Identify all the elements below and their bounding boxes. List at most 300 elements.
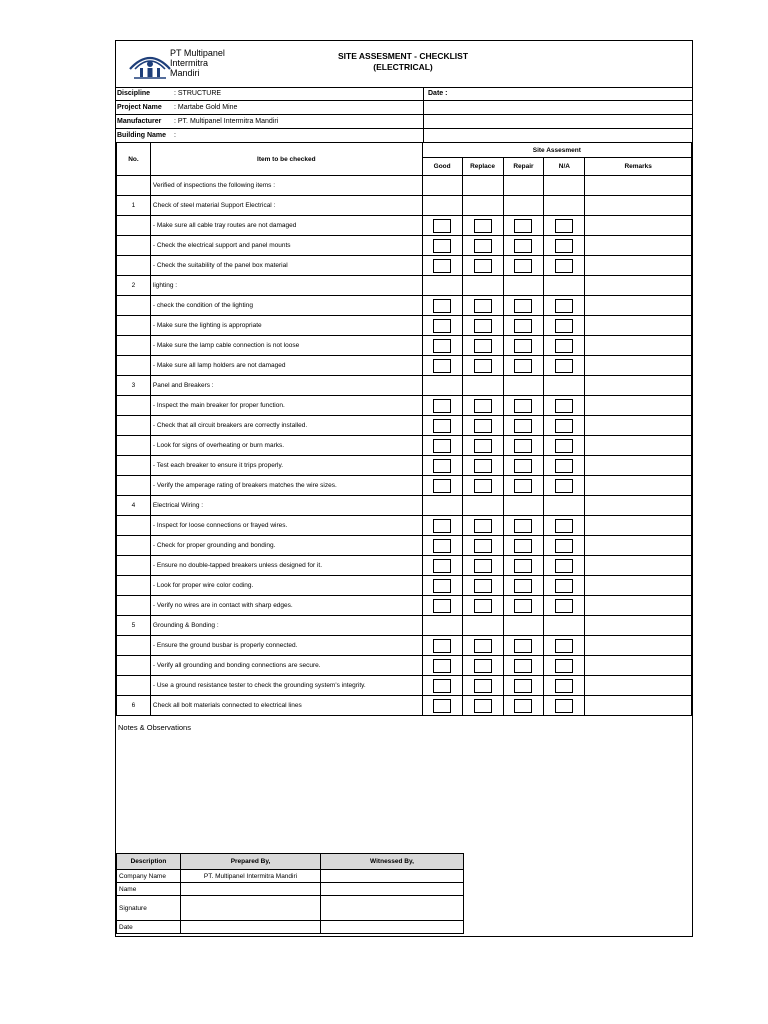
na-checkbox[interactable] (555, 339, 573, 353)
row-number (117, 476, 151, 496)
remarks-cell[interactable] (585, 636, 692, 656)
cell-good (422, 596, 462, 616)
cell-repair (503, 416, 544, 436)
good-checkbox[interactable] (433, 239, 451, 253)
repair-checkbox[interactable] (514, 419, 532, 433)
row-number: 5 (117, 616, 151, 636)
prepared-by-cell[interactable] (181, 883, 321, 896)
cell-good (422, 556, 462, 576)
repair-checkbox[interactable] (514, 399, 532, 413)
row-item-text: - Verify the amperage rating of breakers matches the wire sizes. (150, 476, 422, 496)
cell-na (544, 476, 585, 496)
row-item-text: Electrical Wiring : (150, 496, 422, 516)
good-checkbox[interactable] (433, 419, 451, 433)
table-row (117, 556, 692, 576)
cell-na (544, 556, 585, 576)
row-item-text: - Ensure the ground busbar is properly connected. (150, 636, 422, 656)
row-item-text: Panel and Breakers : (150, 376, 422, 396)
signoff-row (117, 870, 464, 883)
repair-checkbox[interactable] (514, 299, 532, 313)
repair-checkbox[interactable] (514, 579, 532, 593)
replace-checkbox[interactable] (474, 559, 492, 573)
replace-checkbox[interactable] (474, 659, 492, 673)
replace-checkbox[interactable] (474, 219, 492, 233)
good-checkbox[interactable] (433, 679, 451, 693)
table-row (117, 416, 692, 436)
table-row (117, 656, 692, 676)
cell-replace (462, 476, 503, 496)
table-row (117, 536, 692, 556)
remarks-cell[interactable] (585, 376, 692, 396)
date-field[interactable]: Date : (423, 87, 447, 100)
na-checkbox[interactable] (555, 239, 573, 253)
cell-good (422, 276, 462, 296)
row-number: 6 (117, 696, 151, 716)
na-checkbox[interactable] (555, 359, 573, 373)
good-checkbox[interactable] (433, 539, 451, 553)
replace-checkbox[interactable] (474, 699, 492, 713)
cell-good (422, 376, 462, 396)
remarks-cell[interactable] (585, 416, 692, 436)
cell-good (422, 656, 462, 676)
good-checkbox[interactable] (433, 699, 451, 713)
cell-repair (503, 376, 544, 396)
table-header-row (117, 143, 692, 158)
repair-checkbox[interactable] (514, 559, 532, 573)
row-item-text: - Inspect the main breaker for proper function. (150, 396, 422, 416)
table-row (117, 616, 692, 636)
row-item-text: - Check the suitability of the panel box material (150, 256, 422, 276)
cell-repair (503, 456, 544, 476)
cell-repair (503, 276, 544, 296)
row-number (117, 236, 151, 256)
row-number: 4 (117, 496, 151, 516)
repair-checkbox[interactable] (514, 459, 532, 473)
cell-replace (462, 316, 503, 336)
table-row (117, 376, 692, 396)
table-row (117, 596, 692, 616)
col-item-header: Item to be checked (150, 143, 422, 176)
remarks-cell[interactable] (585, 576, 692, 596)
table-row (117, 676, 692, 696)
row-item-text: - Verify no wires are in contact with sharp edges. (150, 596, 422, 616)
cell-replace (462, 236, 503, 256)
na-checkbox[interactable] (555, 459, 573, 473)
cell-na (544, 396, 585, 416)
table-row (117, 496, 692, 516)
cell-repair (503, 176, 544, 196)
repair-checkbox[interactable] (514, 439, 532, 453)
document-header (116, 41, 692, 88)
cell-repair (503, 616, 544, 636)
cell-good (422, 636, 462, 656)
remarks-cell[interactable] (585, 616, 692, 636)
row-number: 2 (117, 276, 151, 296)
replace-checkbox[interactable] (474, 519, 492, 533)
repair-checkbox[interactable] (514, 679, 532, 693)
row-item-text: - check the condition of the lighting (150, 296, 422, 316)
row-item-text: - Make sure all lamp holders are not damaged (150, 356, 422, 376)
remarks-cell[interactable] (585, 236, 692, 256)
row-item-text: - Ensure no double-tapped breakers unless designed for it. (150, 556, 422, 576)
good-checkbox[interactable] (433, 599, 451, 613)
company-name: PT Multipanel Intermitra Mandiri (170, 48, 225, 78)
cell-repair (503, 536, 544, 556)
signoff-row-label: Company Name (117, 870, 181, 883)
cell-repair (503, 696, 544, 716)
repair-checkbox[interactable] (514, 339, 532, 353)
row-number (117, 536, 151, 556)
remarks-cell[interactable] (585, 216, 692, 236)
repair-checkbox[interactable] (514, 219, 532, 233)
remarks-cell[interactable] (585, 496, 692, 516)
col-description-header: Description (117, 854, 181, 870)
col-prepared-header: Prepared By, (181, 854, 321, 870)
cell-na (544, 636, 585, 656)
remarks-cell[interactable] (585, 676, 692, 696)
cell-good (422, 576, 462, 596)
row-number (117, 576, 151, 596)
cell-na (544, 456, 585, 476)
cell-na (544, 516, 585, 536)
na-checkbox[interactable] (555, 639, 573, 653)
table-row (117, 196, 692, 216)
signoff-table (116, 853, 464, 934)
remarks-cell[interactable] (585, 516, 692, 536)
witnessed-by-cell[interactable] (321, 870, 464, 883)
repair-checkbox[interactable] (514, 659, 532, 673)
table-row (117, 436, 692, 456)
row-item-text: - Look for signs of overheating or burn marks. (150, 436, 422, 456)
row-number (117, 256, 151, 276)
good-checkbox[interactable] (433, 479, 451, 493)
na-checkbox[interactable] (555, 299, 573, 313)
document-title: SITE ASSESMENT - CHECKLIST (ELECTRICAL) (337, 51, 469, 72)
cell-replace (462, 196, 503, 216)
repair-checkbox[interactable] (514, 239, 532, 253)
signoff-row-label: Signature (117, 896, 181, 921)
prepared-by-cell[interactable]: PT. Multipanel Intermitra Mandiri (181, 870, 321, 883)
table-row (117, 476, 692, 496)
prepared-by-cell[interactable] (181, 896, 321, 921)
na-checkbox[interactable] (555, 259, 573, 273)
project-row: Project Name : Martabe Gold Mine (116, 101, 692, 115)
remarks-cell[interactable] (585, 176, 692, 196)
na-checkbox[interactable] (555, 599, 573, 613)
cell-repair (503, 656, 544, 676)
cell-good (422, 236, 462, 256)
cell-replace (462, 616, 503, 636)
cell-repair (503, 216, 544, 236)
witnessed-by-cell[interactable] (321, 921, 464, 934)
cell-repair (503, 576, 544, 596)
row-number (117, 456, 151, 476)
row-item-text: - Test each breaker to ensure it trips properly. (150, 456, 422, 476)
cell-repair (503, 256, 544, 276)
prepared-by-cell[interactable] (181, 921, 321, 934)
replace-checkbox[interactable] (474, 299, 492, 313)
remarks-cell[interactable] (585, 596, 692, 616)
remarks-cell[interactable] (585, 316, 692, 336)
col-remarks-header: Remarks (585, 158, 692, 176)
replace-checkbox[interactable] (474, 359, 492, 373)
signoff-header-row (117, 854, 464, 870)
good-checkbox[interactable] (433, 359, 451, 373)
cell-good (422, 316, 462, 336)
cell-replace (462, 576, 503, 596)
row-item-text: lighting : (150, 276, 422, 296)
remarks-cell[interactable] (585, 196, 692, 216)
row-number (117, 336, 151, 356)
row-number: 1 (117, 196, 151, 216)
cell-na (544, 536, 585, 556)
discipline-row: Discipline : STRUCTURE Date : (116, 87, 692, 101)
replace-checkbox[interactable] (474, 239, 492, 253)
remarks-cell[interactable] (585, 456, 692, 476)
replace-checkbox[interactable] (474, 259, 492, 273)
witnessed-by-cell[interactable] (321, 896, 464, 921)
repair-checkbox[interactable] (514, 479, 532, 493)
cell-na (544, 656, 585, 676)
cell-repair (503, 636, 544, 656)
row-number (117, 636, 151, 656)
table-row (117, 236, 692, 256)
na-checkbox[interactable] (555, 319, 573, 333)
row-number: 3 (117, 376, 151, 396)
good-checkbox[interactable] (433, 439, 451, 453)
row-item-text: - Make sure the lighting is appropriate (150, 316, 422, 336)
na-checkbox[interactable] (555, 399, 573, 413)
repair-checkbox[interactable] (514, 639, 532, 653)
row-number (117, 396, 151, 416)
cell-repair (503, 396, 544, 416)
na-checkbox[interactable] (555, 559, 573, 573)
replace-checkbox[interactable] (474, 599, 492, 613)
replace-checkbox[interactable] (474, 639, 492, 653)
good-checkbox[interactable] (433, 219, 451, 233)
good-checkbox[interactable] (433, 579, 451, 593)
cell-replace (462, 556, 503, 576)
na-checkbox[interactable] (555, 699, 573, 713)
good-checkbox[interactable] (433, 259, 451, 273)
replace-checkbox[interactable] (474, 679, 492, 693)
good-checkbox[interactable] (433, 559, 451, 573)
remarks-cell[interactable] (585, 336, 692, 356)
cell-repair (503, 676, 544, 696)
cell-replace (462, 296, 503, 316)
replace-checkbox[interactable] (474, 399, 492, 413)
cell-replace (462, 356, 503, 376)
row-item-text: - Check the electrical support and panel mounts (150, 236, 422, 256)
cell-good (422, 696, 462, 716)
cell-good (422, 456, 462, 476)
row-number (117, 316, 151, 336)
cell-repair (503, 236, 544, 256)
na-checkbox[interactable] (555, 219, 573, 233)
cell-na (544, 496, 585, 516)
cell-na (544, 356, 585, 376)
table-row (117, 176, 692, 196)
signoff-row-label: Name (117, 883, 181, 896)
signoff-row (117, 883, 464, 896)
remarks-cell[interactable] (585, 256, 692, 276)
row-number (117, 516, 151, 536)
remarks-cell[interactable] (585, 536, 692, 556)
remarks-cell[interactable] (585, 396, 692, 416)
remarks-cell[interactable] (585, 476, 692, 496)
row-number (117, 556, 151, 576)
checklist-table (116, 142, 692, 716)
na-checkbox[interactable] (555, 519, 573, 533)
cell-good (422, 336, 462, 356)
good-checkbox[interactable] (433, 519, 451, 533)
row-item-text: - Verify all grounding and bonding connections are secure. (150, 656, 422, 676)
table-row (117, 636, 692, 656)
cell-replace (462, 436, 503, 456)
cell-na (544, 316, 585, 336)
cell-na (544, 216, 585, 236)
good-checkbox[interactable] (433, 639, 451, 653)
repair-checkbox[interactable] (514, 599, 532, 613)
cell-na (544, 256, 585, 276)
na-checkbox[interactable] (555, 679, 573, 693)
row-item-text: - Make sure all cable tray routes are not damaged (150, 216, 422, 236)
remarks-cell[interactable] (585, 556, 692, 576)
col-repair-header: Repair (503, 158, 544, 176)
cell-good (422, 396, 462, 416)
cell-replace (462, 696, 503, 716)
cell-good (422, 616, 462, 636)
row-number (117, 596, 151, 616)
cell-na (544, 576, 585, 596)
cell-good (422, 476, 462, 496)
table-row (117, 276, 692, 296)
cell-good (422, 516, 462, 536)
row-item-text: - Inspect for loose connections or frayed wires. (150, 516, 422, 536)
na-checkbox[interactable] (555, 479, 573, 493)
cell-repair (503, 556, 544, 576)
row-number (117, 436, 151, 456)
replace-checkbox[interactable] (474, 579, 492, 593)
replace-checkbox[interactable] (474, 419, 492, 433)
repair-checkbox[interactable] (514, 259, 532, 273)
cell-good (422, 676, 462, 696)
cell-repair (503, 196, 544, 216)
cell-na (544, 276, 585, 296)
good-checkbox[interactable] (433, 399, 451, 413)
cell-replace (462, 456, 503, 476)
repair-checkbox[interactable] (514, 319, 532, 333)
cell-na (544, 676, 585, 696)
replace-checkbox[interactable] (474, 339, 492, 353)
repair-checkbox[interactable] (514, 359, 532, 373)
cell-replace (462, 256, 503, 276)
remarks-cell[interactable] (585, 296, 692, 316)
table-row (117, 336, 692, 356)
cell-repair (503, 296, 544, 316)
cell-replace (462, 536, 503, 556)
cell-replace (462, 376, 503, 396)
cell-na (544, 416, 585, 436)
cell-na (544, 236, 585, 256)
good-checkbox[interactable] (433, 299, 451, 313)
cell-good (422, 296, 462, 316)
repair-checkbox[interactable] (514, 519, 532, 533)
row-item-text: Grounding & Bonding : (150, 616, 422, 636)
remarks-cell[interactable] (585, 656, 692, 676)
replace-checkbox[interactable] (474, 539, 492, 553)
row-number (117, 176, 151, 196)
good-checkbox[interactable] (433, 459, 451, 473)
remarks-cell[interactable] (585, 356, 692, 376)
repair-checkbox[interactable] (514, 539, 532, 553)
row-item-text: Check of steel material Support Electrical : (150, 196, 422, 216)
row-number (117, 296, 151, 316)
col-na-header: N/A (544, 158, 585, 176)
col-replace-header: Replace (462, 158, 503, 176)
remarks-cell[interactable] (585, 696, 692, 716)
na-checkbox[interactable] (555, 579, 573, 593)
cell-replace (462, 276, 503, 296)
cell-good (422, 216, 462, 236)
na-checkbox[interactable] (555, 539, 573, 553)
cell-repair (503, 356, 544, 376)
cell-good (422, 176, 462, 196)
row-number (117, 216, 151, 236)
cell-na (544, 596, 585, 616)
na-checkbox[interactable] (555, 659, 573, 673)
good-checkbox[interactable] (433, 659, 451, 673)
manufacturer-row: Manufacturer : PT. Multipanel Intermitra Mandiri (116, 115, 692, 129)
table-row (117, 696, 692, 716)
remarks-cell[interactable] (585, 436, 692, 456)
replace-checkbox[interactable] (474, 439, 492, 453)
replace-checkbox[interactable] (474, 319, 492, 333)
cell-replace (462, 496, 503, 516)
row-item-text: - Use a ground resistance tester to check the grounding system's integrity. (150, 676, 422, 696)
cell-replace (462, 216, 503, 236)
na-checkbox[interactable] (555, 439, 573, 453)
good-checkbox[interactable] (433, 319, 451, 333)
table-row (117, 256, 692, 276)
repair-checkbox[interactable] (514, 699, 532, 713)
signoff-row (117, 921, 464, 934)
row-number (117, 356, 151, 376)
remarks-cell[interactable] (585, 276, 692, 296)
row-number (117, 416, 151, 436)
cell-replace (462, 336, 503, 356)
cell-repair (503, 516, 544, 536)
row-number (117, 656, 151, 676)
table-row (117, 396, 692, 416)
cell-replace (462, 656, 503, 676)
row-item-text: - Check for proper grounding and bonding. (150, 536, 422, 556)
cell-na (544, 336, 585, 356)
cell-na (544, 436, 585, 456)
replace-checkbox[interactable] (474, 459, 492, 473)
cell-na (544, 696, 585, 716)
cell-na (544, 176, 585, 196)
replace-checkbox[interactable] (474, 479, 492, 493)
cell-na (544, 296, 585, 316)
table-row (117, 296, 692, 316)
witnessed-by-cell[interactable] (321, 883, 464, 896)
na-checkbox[interactable] (555, 419, 573, 433)
cell-repair (503, 436, 544, 456)
table-row (117, 316, 692, 336)
cell-replace (462, 416, 503, 436)
good-checkbox[interactable] (433, 339, 451, 353)
